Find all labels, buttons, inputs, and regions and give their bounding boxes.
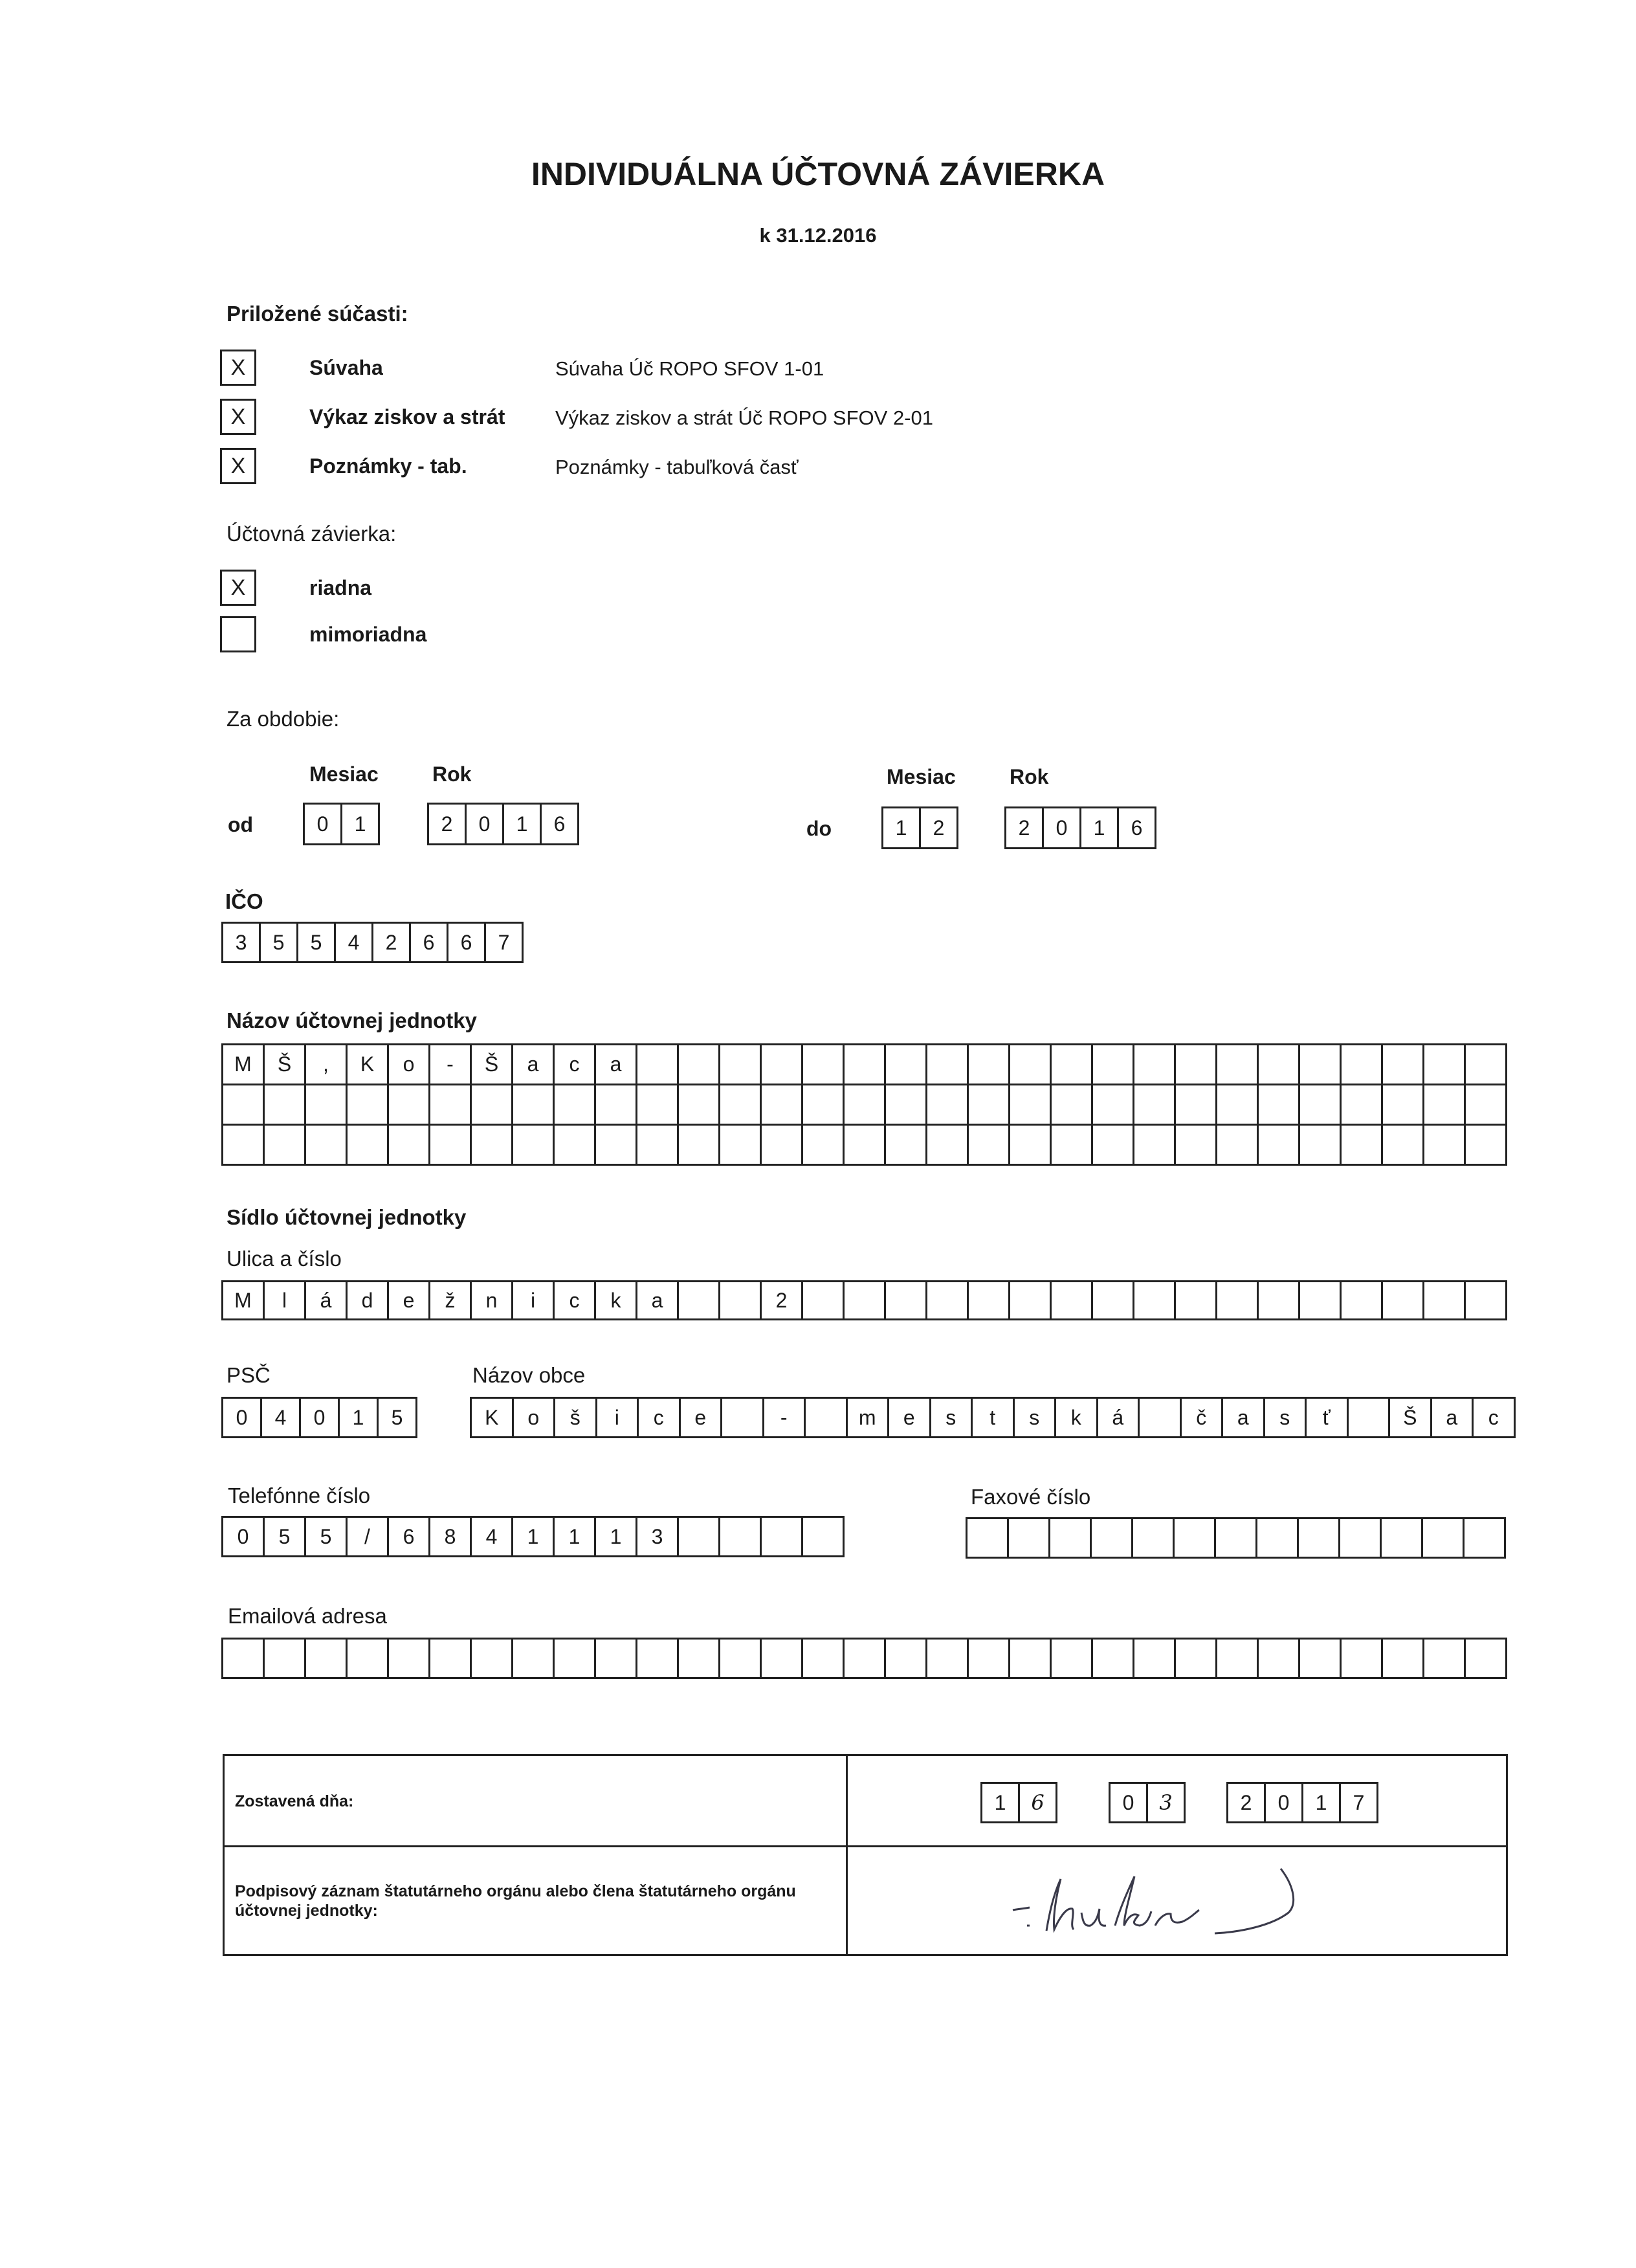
char-box[interactable]: Š (1390, 1397, 1432, 1438)
char-box[interactable] (513, 1638, 555, 1679)
char-box[interactable] (679, 1126, 720, 1166)
char-box[interactable] (762, 1045, 803, 1085)
char-box[interactable] (927, 1085, 969, 1126)
char-box[interactable] (472, 1085, 513, 1126)
char-box[interactable] (306, 1638, 348, 1679)
char-box[interactable] (265, 1638, 306, 1679)
char-box[interactable] (1216, 1517, 1257, 1559)
closing-type-label: mimoriadna (309, 623, 427, 646)
char-box[interactable]: k (1056, 1397, 1098, 1438)
char-box[interactable]: 5 (261, 922, 298, 963)
char-box[interactable] (1342, 1126, 1383, 1166)
entity-name-label: Názov účtovnej jednotky (227, 1008, 477, 1032)
char-box[interactable]: s (1265, 1397, 1307, 1438)
compiled-month-boxes[interactable] (1109, 1782, 1186, 1823)
char-box[interactable] (1259, 1085, 1300, 1126)
char-box[interactable] (1349, 1397, 1391, 1438)
char-box[interactable] (803, 1516, 845, 1557)
char-box[interactable]: i (597, 1397, 639, 1438)
attachment-description: Výkaz ziskov a strát Úč ROPO SFOV 2-01 (555, 406, 933, 429)
char-box[interactable]: m (848, 1397, 890, 1438)
phone-boxes[interactable] (221, 1516, 845, 1557)
char-box[interactable] (679, 1280, 720, 1320)
char-box[interactable] (1259, 1126, 1300, 1166)
char-box[interactable] (596, 1126, 637, 1166)
char-box[interactable] (1052, 1638, 1093, 1679)
char-box[interactable]: 2 (762, 1280, 803, 1320)
char-box[interactable] (348, 1638, 389, 1679)
char-box[interactable] (1300, 1085, 1342, 1126)
char-box[interactable] (389, 1638, 430, 1679)
char-box[interactable]: a (513, 1045, 555, 1085)
char-box[interactable] (430, 1638, 472, 1679)
char-box[interactable]: M (223, 1045, 265, 1085)
char-box[interactable] (1175, 1517, 1216, 1559)
char-box[interactable] (1052, 1280, 1093, 1320)
attachment-checkbox[interactable]: X (220, 350, 256, 386)
char-box[interactable] (1093, 1085, 1134, 1126)
char-box[interactable] (637, 1045, 679, 1085)
char-box[interactable] (886, 1045, 927, 1085)
char-box[interactable] (1134, 1045, 1176, 1085)
char-box[interactable] (845, 1126, 886, 1166)
char-box[interactable] (389, 1126, 430, 1166)
char-box[interactable]: s (931, 1397, 973, 1438)
char-box[interactable]: c (639, 1397, 681, 1438)
char-box[interactable]: 1 (504, 803, 542, 845)
char-box[interactable] (1300, 1638, 1342, 1679)
char-box[interactable] (1217, 1085, 1259, 1126)
page-title: INDIVIDUÁLNA ÚČTOVNÁ ZÁVIERKA (531, 156, 1105, 192)
char-box[interactable] (806, 1397, 848, 1438)
char-box[interactable] (1383, 1280, 1424, 1320)
char-box[interactable] (720, 1638, 762, 1679)
char-box[interactable] (637, 1126, 679, 1166)
char-box[interactable] (803, 1280, 845, 1320)
char-box[interactable] (1010, 1045, 1052, 1085)
attachment-checkbox[interactable]: X (220, 399, 256, 435)
from-month-label: Mesiac (309, 762, 379, 786)
char-box[interactable] (886, 1280, 927, 1320)
char-box[interactable]: 0 (305, 803, 342, 845)
closing-type-checkbox[interactable] (220, 616, 256, 652)
char-box[interactable] (1342, 1280, 1383, 1320)
char-box[interactable]: 0 (223, 1516, 265, 1557)
char-box[interactable]: 5 (265, 1516, 306, 1557)
char-box[interactable]: 1 (596, 1516, 637, 1557)
compiled-year-boxes[interactable] (1226, 1782, 1378, 1823)
char-box[interactable]: 6 (448, 922, 486, 963)
char-box[interactable]: 5 (379, 1397, 417, 1438)
char-box[interactable] (762, 1126, 803, 1166)
char-box[interactable]: 3 (1148, 1782, 1186, 1823)
char-box[interactable]: 6 (1119, 806, 1156, 849)
char-box[interactable] (1217, 1280, 1259, 1320)
entity-name-row (223, 1045, 1507, 1085)
char-box[interactable] (1383, 1085, 1424, 1126)
char-box[interactable] (1257, 1517, 1299, 1559)
footer-vertical-divider (846, 1756, 848, 1954)
char-box[interactable] (1259, 1638, 1300, 1679)
char-box[interactable] (389, 1085, 430, 1126)
char-box[interactable] (1092, 1517, 1133, 1559)
char-box[interactable]: 0 (1111, 1782, 1148, 1823)
char-box[interactable]: Š (265, 1045, 306, 1085)
char-box[interactable]: 5 (306, 1516, 348, 1557)
char-box[interactable] (1466, 1638, 1507, 1679)
char-box[interactable]: 6 (542, 803, 579, 845)
street-label: Ulica a číslo (227, 1247, 342, 1271)
signature-image (1001, 1853, 1415, 1950)
char-box[interactable] (1134, 1085, 1176, 1126)
char-box[interactable]: 1 (340, 1397, 379, 1438)
to-year-label: Rok (1010, 765, 1049, 788)
char-box[interactable] (722, 1397, 764, 1438)
char-box[interactable] (1424, 1045, 1466, 1085)
char-box[interactable] (1466, 1045, 1507, 1085)
char-box[interactable]: , (306, 1045, 348, 1085)
char-box[interactable]: č (1182, 1397, 1224, 1438)
char-box[interactable] (472, 1126, 513, 1166)
char-box[interactable]: - (764, 1397, 806, 1438)
char-box[interactable] (679, 1638, 720, 1679)
char-box[interactable] (927, 1280, 969, 1320)
char-box[interactable]: 3 (637, 1516, 679, 1557)
char-box[interactable] (845, 1085, 886, 1126)
city-boxes[interactable] (470, 1397, 1516, 1438)
char-box[interactable] (1423, 1517, 1465, 1559)
char-box[interactable]: 1 (982, 1782, 1020, 1823)
char-box[interactable]: K (472, 1397, 514, 1438)
char-box[interactable] (1300, 1126, 1342, 1166)
char-box[interactable] (1093, 1280, 1134, 1320)
char-box[interactable]: a (1432, 1397, 1474, 1438)
char-box[interactable] (1465, 1517, 1506, 1559)
char-box[interactable]: 6 (1020, 1782, 1057, 1823)
char-box[interactable]: d (348, 1280, 389, 1320)
attachment-label: Výkaz ziskov a strát (309, 405, 505, 428)
char-box[interactable] (265, 1126, 306, 1166)
char-box[interactable]: 6 (411, 922, 448, 963)
closing-type-label: riadna (309, 576, 372, 599)
char-box[interactable]: ť (1307, 1397, 1349, 1438)
char-box[interactable] (1299, 1517, 1340, 1559)
from-year-boxes[interactable] (427, 803, 579, 845)
char-box[interactable] (845, 1280, 886, 1320)
char-box[interactable]: 2 (373, 922, 411, 963)
street-boxes[interactable] (221, 1280, 1507, 1320)
char-box[interactable] (1300, 1280, 1342, 1320)
char-box[interactable] (223, 1126, 265, 1166)
attachment-checkbox[interactable]: X (220, 448, 256, 484)
attachments-heading: Priložené súčasti: (227, 302, 408, 326)
char-box[interactable] (1259, 1045, 1300, 1085)
char-box[interactable]: o (389, 1045, 430, 1085)
char-box[interactable]: M (223, 1280, 265, 1320)
char-box[interactable] (1383, 1126, 1424, 1166)
char-box[interactable]: 2 (1228, 1782, 1266, 1823)
char-box[interactable]: š (555, 1397, 597, 1438)
entity-name-grid[interactable] (221, 1043, 1507, 1166)
char-box[interactable]: 4 (472, 1516, 513, 1557)
char-box[interactable] (555, 1126, 596, 1166)
char-box[interactable]: 1 (883, 806, 921, 849)
char-box[interactable] (1424, 1085, 1466, 1126)
psc-boxes[interactable] (221, 1397, 417, 1438)
char-box[interactable] (1010, 1085, 1052, 1126)
to-month-label: Mesiac (887, 765, 956, 788)
from-month-boxes[interactable] (303, 803, 380, 845)
attachment-label: Súvaha (309, 356, 383, 379)
char-box[interactable] (1176, 1126, 1217, 1166)
char-box[interactable] (1010, 1126, 1052, 1166)
char-box[interactable]: 0 (1266, 1782, 1303, 1823)
char-box[interactable] (430, 1085, 472, 1126)
char-box[interactable]: 2 (429, 803, 467, 845)
char-box[interactable]: 1 (342, 803, 380, 845)
compiled-day-boxes[interactable] (980, 1782, 1057, 1823)
char-box[interactable] (720, 1126, 762, 1166)
attachment-description: Poznámky - tabuľková časť (555, 456, 799, 478)
char-box[interactable]: s (1015, 1397, 1057, 1438)
char-box[interactable] (886, 1126, 927, 1166)
char-box[interactable] (1383, 1638, 1424, 1679)
char-box[interactable] (637, 1638, 679, 1679)
char-box[interactable] (720, 1045, 762, 1085)
from-year-label: Rok (432, 762, 472, 786)
char-box[interactable]: 7 (1341, 1782, 1378, 1823)
char-box[interactable]: 7 (486, 922, 524, 963)
address-heading: Sídlo účtovnej jednotky (227, 1205, 467, 1229)
char-box[interactable] (845, 1638, 886, 1679)
to-month-boxes[interactable] (881, 806, 958, 849)
char-box[interactable] (886, 1638, 927, 1679)
char-box[interactable] (1383, 1045, 1424, 1085)
char-box[interactable]: l (265, 1280, 306, 1320)
char-box[interactable]: 0 (223, 1397, 262, 1438)
char-box[interactable]: Š (472, 1045, 513, 1085)
char-box[interactable]: c (555, 1280, 596, 1320)
char-box[interactable] (967, 1517, 1009, 1559)
char-box[interactable] (596, 1085, 637, 1126)
closing-type-checkbox[interactable]: X (220, 570, 256, 606)
char-box[interactable]: c (555, 1045, 596, 1085)
char-box[interactable] (969, 1045, 1010, 1085)
char-box[interactable] (720, 1085, 762, 1126)
char-box[interactable]: ž (430, 1280, 472, 1320)
fax-boxes[interactable] (966, 1517, 1506, 1559)
char-box[interactable]: 2 (1006, 806, 1044, 849)
char-box[interactable] (1217, 1638, 1259, 1679)
period-heading: Za obdobie: (227, 707, 340, 731)
char-box[interactable]: 1 (1303, 1782, 1341, 1823)
char-box[interactable] (348, 1126, 389, 1166)
char-box[interactable] (1217, 1126, 1259, 1166)
char-box[interactable] (1466, 1126, 1507, 1166)
char-box[interactable] (803, 1126, 845, 1166)
char-box[interactable] (1424, 1280, 1466, 1320)
email-label: Emailová adresa (228, 1604, 387, 1628)
char-box[interactable] (348, 1085, 389, 1126)
char-box[interactable] (1134, 1126, 1176, 1166)
signature-label: Podpisový záznam štatutárneho orgánu alebo člena štatutárneho orgánu účtovnej jednotky: (235, 1882, 796, 1920)
char-box[interactable]: 6 (389, 1516, 430, 1557)
char-box[interactable] (1466, 1280, 1507, 1320)
attachment-description: Súvaha Úč ROPO SFOV 1-01 (555, 357, 824, 380)
char-box[interactable] (1424, 1638, 1466, 1679)
char-box[interactable] (223, 1638, 265, 1679)
footer-table (223, 1754, 1508, 1956)
closing-type-heading: Účtovná závierka: (227, 522, 397, 546)
char-box[interactable]: - (430, 1045, 472, 1085)
char-box[interactable] (1176, 1638, 1217, 1679)
char-box[interactable] (1259, 1280, 1300, 1320)
char-box[interactable] (969, 1638, 1010, 1679)
char-box[interactable] (1093, 1045, 1134, 1085)
char-box[interactable] (1050, 1517, 1092, 1559)
char-box[interactable] (1424, 1126, 1466, 1166)
char-box[interactable]: i (513, 1280, 555, 1320)
char-box[interactable] (1340, 1517, 1382, 1559)
fax-label: Faxové číslo (971, 1485, 1091, 1509)
char-box[interactable] (720, 1516, 762, 1557)
char-box[interactable]: k (596, 1280, 637, 1320)
char-box[interactable]: a (596, 1045, 637, 1085)
from-label: od (228, 813, 254, 836)
char-box[interactable]: / (348, 1516, 389, 1557)
char-box[interactable]: 1 (555, 1516, 596, 1557)
char-box[interactable] (1140, 1397, 1182, 1438)
char-box[interactable]: n (472, 1280, 513, 1320)
char-box[interactable]: 4 (336, 922, 373, 963)
char-box[interactable] (1466, 1085, 1507, 1126)
to-year-boxes[interactable] (1004, 806, 1156, 849)
char-box[interactable] (306, 1126, 348, 1166)
char-box[interactable] (762, 1516, 803, 1557)
char-box[interactable] (762, 1638, 803, 1679)
char-box[interactable] (1052, 1126, 1093, 1166)
char-box[interactable] (762, 1085, 803, 1126)
char-box[interactable] (596, 1638, 637, 1679)
char-box[interactable] (1010, 1638, 1052, 1679)
char-box[interactable] (513, 1126, 555, 1166)
char-box[interactable]: 4 (262, 1397, 301, 1438)
entity-name-row (223, 1126, 1507, 1166)
char-box[interactable]: e (389, 1280, 430, 1320)
char-box[interactable]: 1 (1081, 806, 1119, 849)
char-box[interactable] (1176, 1045, 1217, 1085)
char-box[interactable] (969, 1085, 1010, 1126)
char-box[interactable] (472, 1638, 513, 1679)
char-box[interactable] (1093, 1638, 1134, 1679)
char-box[interactable] (969, 1126, 1010, 1166)
char-box[interactable] (1009, 1517, 1050, 1559)
char-box[interactable] (927, 1045, 969, 1085)
char-box[interactable]: 0 (1044, 806, 1081, 849)
phone-label: Telefónne číslo (228, 1484, 371, 1507)
char-box[interactable] (845, 1045, 886, 1085)
ico-label: IČO (225, 889, 263, 913)
char-box[interactable] (1342, 1638, 1383, 1679)
psc-label: PSČ (227, 1363, 271, 1387)
char-box[interactable] (1300, 1045, 1342, 1085)
char-box[interactable]: 5 (298, 922, 336, 963)
char-box[interactable] (1133, 1517, 1175, 1559)
char-box[interactable] (886, 1085, 927, 1126)
char-box[interactable] (223, 1085, 265, 1126)
char-box[interactable] (513, 1085, 555, 1126)
char-box[interactable] (803, 1045, 845, 1085)
char-box[interactable] (555, 1638, 596, 1679)
char-box[interactable] (1052, 1045, 1093, 1085)
char-box[interactable] (1217, 1045, 1259, 1085)
char-box[interactable]: K (348, 1045, 389, 1085)
char-box[interactable]: c (1474, 1397, 1516, 1438)
char-box[interactable]: á (1098, 1397, 1140, 1438)
char-box[interactable] (927, 1126, 969, 1166)
char-box[interactable] (1134, 1638, 1176, 1679)
char-box[interactable] (1010, 1280, 1052, 1320)
char-box[interactable] (1134, 1280, 1176, 1320)
char-box[interactable]: a (637, 1280, 679, 1320)
char-box[interactable] (679, 1045, 720, 1085)
char-box[interactable]: t (973, 1397, 1015, 1438)
closing-date: k 31.12.2016 (759, 224, 877, 247)
char-box[interactable] (969, 1280, 1010, 1320)
char-box[interactable] (265, 1085, 306, 1126)
char-box[interactable] (306, 1085, 348, 1126)
char-box[interactable]: 0 (301, 1397, 340, 1438)
char-box[interactable] (555, 1085, 596, 1126)
char-box[interactable] (1342, 1045, 1383, 1085)
email-boxes[interactable] (221, 1638, 1507, 1679)
city-label: Názov obce (472, 1363, 586, 1387)
to-label: do (806, 817, 832, 840)
char-box[interactable] (720, 1280, 762, 1320)
char-box[interactable] (1176, 1280, 1217, 1320)
char-box[interactable] (430, 1126, 472, 1166)
ico-boxes[interactable] (221, 922, 524, 963)
char-box[interactable] (1093, 1126, 1134, 1166)
char-box[interactable] (1052, 1085, 1093, 1126)
char-box[interactable]: o (514, 1397, 556, 1438)
footer-horizontal-divider (225, 1845, 1506, 1847)
compiled-date-label: Zostavená dňa: (235, 1792, 354, 1810)
char-box[interactable]: a (1223, 1397, 1265, 1438)
char-box[interactable]: 8 (430, 1516, 472, 1557)
char-box[interactable]: e (681, 1397, 723, 1438)
char-box[interactable]: 2 (921, 806, 958, 849)
entity-name-row (223, 1085, 1507, 1126)
attachment-label: Poznámky - tab. (309, 454, 467, 478)
char-box[interactable] (1342, 1085, 1383, 1126)
char-box[interactable]: 0 (467, 803, 504, 845)
char-box[interactable] (1176, 1085, 1217, 1126)
char-box[interactable] (803, 1085, 845, 1126)
char-box[interactable] (1382, 1517, 1423, 1559)
char-box[interactable] (927, 1638, 969, 1679)
char-box[interactable] (637, 1085, 679, 1126)
char-box[interactable]: 3 (223, 922, 261, 963)
char-box[interactable] (803, 1638, 845, 1679)
char-box[interactable]: 1 (513, 1516, 555, 1557)
char-box[interactable]: á (306, 1280, 348, 1320)
char-box[interactable] (679, 1516, 720, 1557)
char-box[interactable] (679, 1085, 720, 1126)
char-box[interactable]: e (889, 1397, 931, 1438)
